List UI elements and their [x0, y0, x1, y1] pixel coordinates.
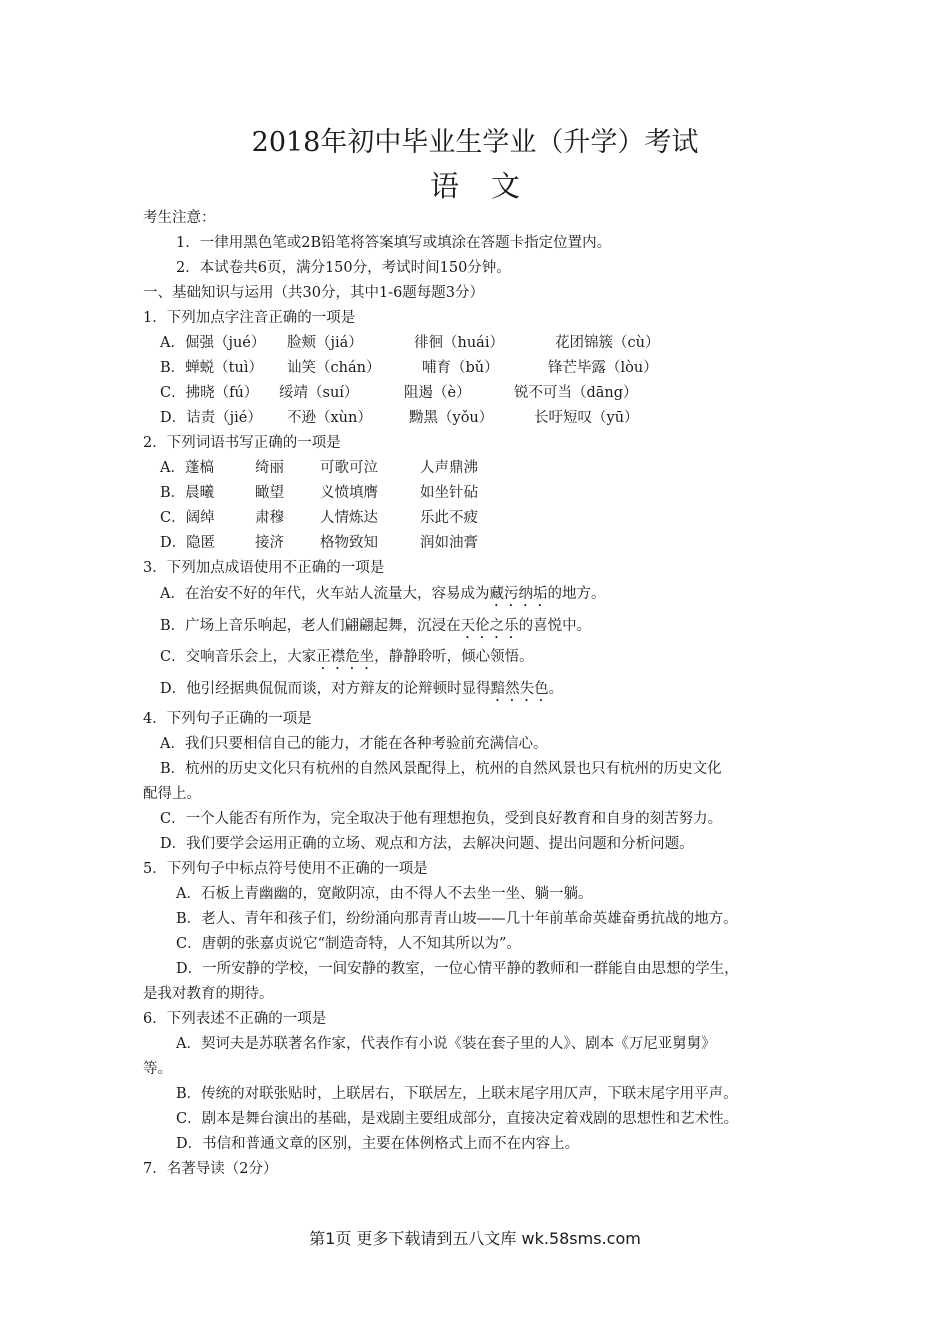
option-item: 徘徊（huái）	[414, 335, 504, 351]
option-item: 绥靖（suí）	[279, 385, 359, 401]
option-item: 人声鼎沸	[420, 460, 478, 476]
option-row	[143, 481, 823, 506]
option-text: A．在治安不好的年代，火车站人流量大，容易成为	[160, 586, 490, 602]
option-row	[143, 456, 823, 481]
option-line	[143, 644, 823, 676]
dotted-idiom: 黯然失色	[490, 680, 549, 697]
option-item: D．诘责（jié）	[160, 410, 262, 426]
option-line	[143, 581, 823, 613]
option-item: 格物致知	[320, 535, 378, 551]
option-item: A．倔强（jué）	[160, 335, 266, 351]
question-stem: 7．名著导读（2分）	[143, 1161, 278, 1177]
option-line: A．我们只要相信自己的能力，才能在各种考验前充满信心。	[160, 736, 548, 752]
option-item: C．阔绰	[160, 510, 215, 526]
option-text: 的喜悦中。	[518, 617, 592, 634]
option-item: 可歌可泣	[320, 460, 378, 476]
question-stem: 5．下列句子中标点符号使用不正确的一项是	[143, 861, 428, 877]
option-text: C．交响音乐会上，大家	[160, 649, 317, 665]
option-line: B．老人、青年和孩子们，纷纷涌向那青青山坡——几十年前革命英雄奋勇抗战的地方。	[176, 911, 738, 927]
option-item: 人情炼达	[320, 510, 378, 526]
option-item: 义愤填膺	[320, 485, 378, 501]
option-line: 等。	[143, 1061, 172, 1077]
option-item: 花团锦簇（cù）	[555, 335, 660, 351]
question-stem: 2．下列词语书写正确的一项是	[143, 435, 341, 451]
option-row	[143, 531, 823, 556]
option-text: B．广场上音乐响起，老人们翩翩起舞，沉浸在	[160, 617, 461, 634]
option-row	[143, 356, 823, 381]
option-item: 黝黑（yǒu）	[409, 410, 494, 426]
page-footer: 第1页 更多下载请到五八文库 wk.58sms.com	[309, 1229, 641, 1248]
exam-body	[143, 206, 823, 1182]
option-item: 脸颊（jiá）	[287, 335, 363, 351]
option-item: B．蝉蜕（tuì）	[160, 360, 263, 376]
option-text: ，静静聆听，倾心领悟。	[374, 649, 534, 665]
option-line: 配得上。	[143, 786, 201, 802]
option-line: C．剧本是舞台演出的基础，是戏剧主要组成部分，直接决定着戏剧的思想性和艺术性。	[176, 1111, 739, 1127]
option-item: 接济	[255, 535, 284, 551]
option-line: A．石板上青幽幽的，宽敞阴凉，由不得人不去坐一坐、躺一躺。	[176, 886, 593, 902]
notice-heading: 考生注意：	[143, 210, 216, 226]
option-item: B．晨曦	[160, 485, 215, 501]
option-item: 讪笑（chán）	[287, 360, 381, 376]
option-line	[143, 613, 823, 645]
option-line: A．契诃夫是苏联著名作家，代表作有小说《装在套子里的人》、剧本《万尼亚舅舅》	[176, 1036, 716, 1052]
option-line: D．书信和普通文章的区别，主要在体例格式上而不在内容上。	[176, 1136, 580, 1152]
option-item: 锋芒毕露（lòu）	[548, 360, 658, 376]
option-item: 不逊（xùn）	[287, 410, 372, 426]
option-item: 润如油膏	[420, 535, 478, 551]
option-row	[143, 406, 823, 431]
option-item: 如坐针砧	[420, 485, 478, 501]
option-item: D．隐匿	[160, 535, 216, 551]
notice-item: 1．一律用黑色笔或2B铅笔将答案填写或填涂在答题卡指定位置内。	[176, 235, 612, 251]
dotted-idiom: 正襟危坐	[316, 649, 375, 665]
option-item: 阻遏（è）	[404, 385, 471, 401]
dotted-idiom: 藏污纳垢	[489, 586, 548, 602]
option-line: D．我们要学会运用正确的立场、观点和方法，去解决问题、提出问题和分析问题。	[160, 836, 694, 852]
subject-title: 语文	[429, 169, 552, 203]
option-item: 哺育（bǔ）	[422, 360, 499, 376]
question-stem: 4．下列句子正确的一项是	[143, 711, 312, 727]
option-line	[143, 676, 823, 708]
question-stem: 6．下列表述不正确的一项是	[143, 1011, 327, 1027]
option-item: 绮丽	[255, 460, 284, 476]
option-text: 。	[548, 680, 564, 697]
option-item: 瞰望	[255, 485, 284, 501]
exam-title: 2018年初中毕业生学业（升学）考试	[251, 127, 699, 158]
option-line: C．唐朝的张嘉贞说它“制造奇特，人不知其所以为”。	[176, 936, 521, 952]
question-stem: 1．下列加点字注音正确的一项是	[143, 310, 356, 326]
section-heading: 一、基础知识与运用（共30分，其中1-6题每题3分）	[143, 285, 485, 301]
option-line: C．一个人能否有所作为，完全取决于他有理想抱负，受到良好教育和自身的刻苦努力。	[160, 811, 723, 827]
option-item: 肃穆	[255, 510, 284, 526]
option-line: D．一所安静的学校，一间安静的教室，一位心情平静的教师和一群能自由思想的学生，	[176, 961, 739, 977]
option-item: C．拂晓（fú）	[160, 385, 259, 401]
option-item: 乐此不疲	[420, 510, 478, 526]
option-row	[143, 506, 823, 531]
option-row	[143, 331, 823, 356]
option-text: D．他引经据典侃侃而谈，对方辩友的论辩顿时显得	[160, 680, 491, 697]
notice-item: 2．本试卷共6页，满分150分，考试时间150分钟。	[176, 260, 511, 276]
dotted-idiom: 天伦之乐	[460, 617, 519, 634]
option-line: B．传统的对联张贴时，上联居右，下联居左，上联末尾字用仄声，下联末尾字用平声。	[176, 1086, 738, 1102]
option-item: A．蓬槁	[160, 460, 214, 476]
question-stem: 3．下列加点成语使用不正确的一项是	[143, 560, 385, 576]
option-line: B．杭州的历史文化只有杭州的自然风景配得上，杭州的自然风景也只有杭州的历史文化	[160, 761, 722, 777]
option-item: 长吁短叹（yū）	[534, 410, 639, 426]
option-row	[143, 381, 823, 406]
option-text: 的地方。	[547, 586, 606, 602]
option-item: 锐不可当（dāng）	[514, 385, 638, 401]
option-line: 是我对教育的期待。	[143, 986, 274, 1002]
